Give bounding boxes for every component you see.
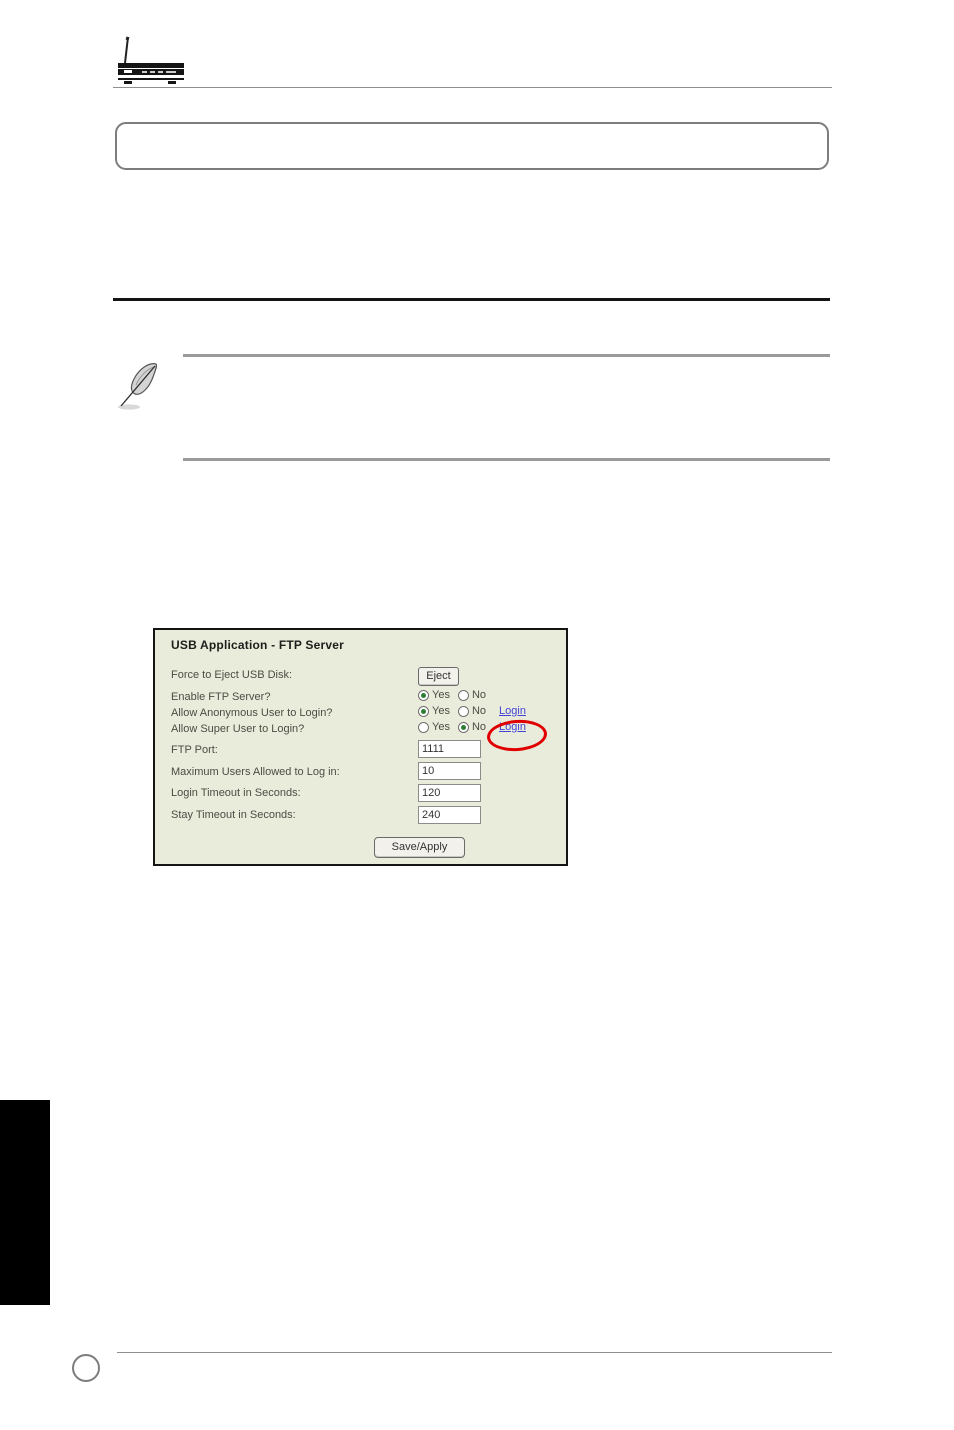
allow-super-user-radio-no[interactable] [458, 722, 469, 733]
radio-yes-label: Yes [432, 689, 450, 701]
allow-anonymous-radio-no[interactable] [458, 706, 469, 717]
stay-timeout-label: Stay Timeout in Seconds: [171, 809, 296, 821]
enable-ftp-radio-yes[interactable] [418, 690, 429, 701]
ftp-port-label: FTP Port: [171, 744, 218, 756]
radio-yes-label: Yes [432, 721, 450, 733]
eject-button[interactable]: Eject [418, 667, 459, 686]
wireless-router-icon [112, 28, 188, 88]
max-users-input[interactable] [418, 762, 481, 780]
allow-super-user-radio-yes[interactable] [418, 722, 429, 733]
enable-ftp-label: Enable FTP Server? [171, 691, 271, 703]
eject-usb-label: Force to Eject USB Disk: [171, 669, 293, 681]
quill-feather-icon [114, 360, 164, 414]
note-divider-top [183, 354, 830, 357]
radio-no-label: No [471, 705, 487, 717]
note-divider-bottom [183, 458, 830, 461]
anonymous-login-link[interactable]: Login [499, 705, 526, 717]
stay-timeout-input[interactable] [418, 806, 481, 824]
page-number-circle [72, 1354, 100, 1382]
header-divider [113, 87, 832, 88]
enable-ftp-radio-no[interactable] [458, 690, 469, 701]
allow-super-user-radio-group [418, 721, 526, 733]
login-timeout-input[interactable] [418, 784, 481, 802]
radio-no-label: No [471, 721, 487, 733]
allow-anonymous-radio-group [418, 705, 526, 717]
save-apply-button[interactable]: Save/Apply [374, 837, 465, 858]
panel-title: USB Application - FTP Server [171, 638, 344, 652]
footer-divider [117, 1352, 832, 1353]
radio-yes-label: Yes [432, 705, 450, 717]
allow-super-user-label: Allow Super User to Login? [171, 723, 305, 735]
section-divider [113, 298, 830, 301]
login-timeout-label: Login Timeout in Seconds: [171, 787, 301, 799]
allow-anonymous-radio-yes[interactable] [418, 706, 429, 717]
radio-no-label: No [471, 689, 487, 701]
super-user-login-link[interactable]: Login [499, 721, 526, 733]
allow-anonymous-label: Allow Anonymous User to Login? [171, 707, 333, 719]
enable-ftp-radio-group [418, 689, 494, 701]
ftp-settings-panel [153, 628, 568, 866]
ftp-port-input[interactable] [418, 740, 481, 758]
chapter-tab [0, 1100, 50, 1305]
max-users-label: Maximum Users Allowed to Log in: [171, 766, 340, 778]
callout-box [115, 122, 829, 170]
